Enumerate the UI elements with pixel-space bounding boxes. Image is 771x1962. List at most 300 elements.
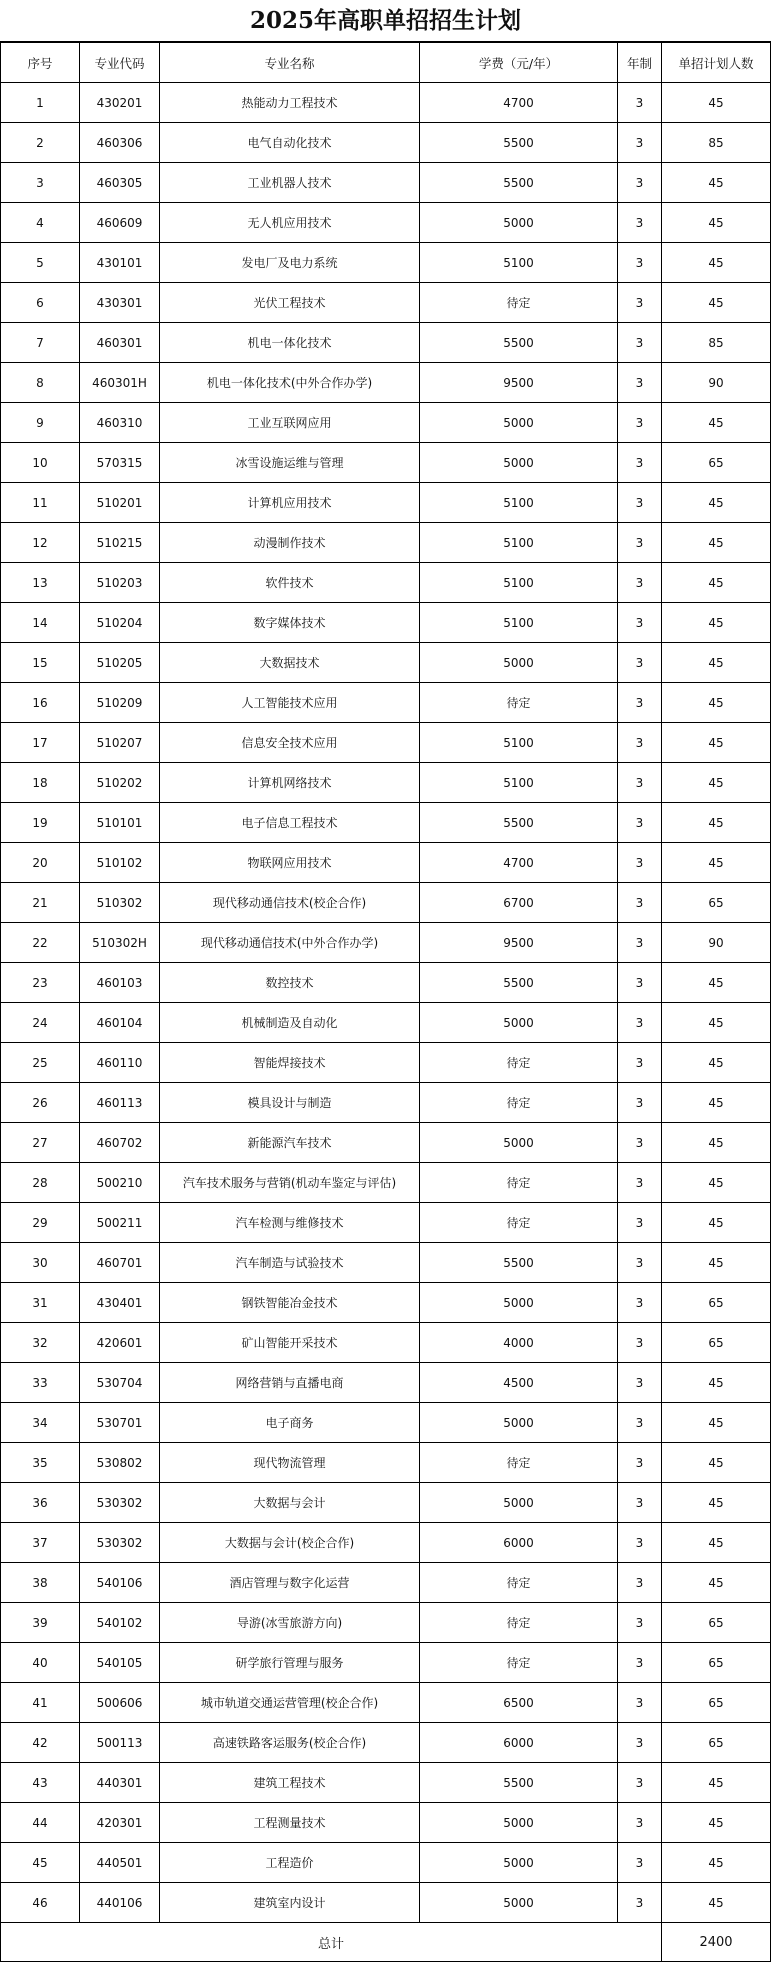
row-plan-count: 90 — [662, 363, 771, 403]
row-tuition: 4700 — [420, 83, 618, 123]
row-tuition: 4700 — [420, 843, 618, 883]
row-years: 3 — [618, 1523, 662, 1563]
row-plan-count: 85 — [662, 323, 771, 363]
row-major-code: 440501 — [80, 1843, 160, 1883]
row-major-code: 460701 — [80, 1243, 160, 1283]
table-row — [1, 163, 771, 203]
table-row — [1, 283, 771, 323]
row-index: 45 — [1, 1843, 80, 1883]
row-major-name: 智能焊接技术 — [160, 1043, 420, 1083]
row-years: 3 — [618, 1443, 662, 1483]
row-plan-count: 45 — [662, 1163, 771, 1203]
row-major-name: 机械制造及自动化 — [160, 1003, 420, 1043]
row-major-name: 现代移动通信技术(中外合作办学) — [160, 923, 420, 963]
row-major-name: 城市轨道交通运营管理(校企合作) — [160, 1683, 420, 1723]
row-plan-count: 45 — [662, 1563, 771, 1603]
row-major-code: 510101 — [80, 803, 160, 843]
total-label: 总计 — [1, 1923, 662, 1962]
row-years: 3 — [618, 803, 662, 843]
row-plan-count: 45 — [662, 683, 771, 723]
row-index: 38 — [1, 1563, 80, 1603]
row-tuition: 5000 — [420, 1123, 618, 1163]
row-index: 37 — [1, 1523, 80, 1563]
table-row — [1, 1203, 771, 1243]
table-row — [1, 1443, 771, 1483]
row-index: 36 — [1, 1483, 80, 1523]
row-years: 3 — [618, 323, 662, 363]
table-row — [1, 323, 771, 363]
row-years: 3 — [618, 1483, 662, 1523]
row-major-name: 计算机应用技术 — [160, 483, 420, 523]
row-major-name: 电子商务 — [160, 1403, 420, 1443]
row-tuition: 5000 — [420, 1843, 618, 1883]
row-major-name: 工业机器人技术 — [160, 163, 420, 203]
row-tuition: 6000 — [420, 1723, 618, 1763]
row-major-name: 发电厂及电力系统 — [160, 243, 420, 283]
row-major-name: 机电一体化技术(中外合作办学) — [160, 363, 420, 403]
table-row — [1, 1723, 771, 1763]
row-plan-count: 45 — [662, 1843, 771, 1883]
row-plan-count: 45 — [662, 1483, 771, 1523]
row-years: 3 — [618, 963, 662, 1003]
row-index: 40 — [1, 1643, 80, 1683]
row-index: 12 — [1, 523, 80, 563]
row-major-code: 510204 — [80, 603, 160, 643]
table-row — [1, 763, 771, 803]
row-plan-count: 45 — [662, 1003, 771, 1043]
row-major-name: 人工智能技术应用 — [160, 683, 420, 723]
row-major-code: 540102 — [80, 1603, 160, 1643]
row-years: 3 — [618, 363, 662, 403]
row-index: 1 — [1, 83, 80, 123]
row-major-name: 网络营销与直播电商 — [160, 1363, 420, 1403]
table-row — [1, 1363, 771, 1403]
row-major-name: 大数据技术 — [160, 643, 420, 683]
row-years: 3 — [618, 123, 662, 163]
row-plan-count: 45 — [662, 1243, 771, 1283]
row-plan-count: 45 — [662, 1523, 771, 1563]
row-index: 6 — [1, 283, 80, 323]
row-index: 34 — [1, 1403, 80, 1443]
header-major-name: 专业名称 — [160, 43, 420, 83]
row-tuition: 5500 — [420, 323, 618, 363]
header-plan-count: 单招计划人数 — [662, 43, 771, 83]
table-row — [1, 1043, 771, 1083]
table-row — [1, 923, 771, 963]
row-index: 16 — [1, 683, 80, 723]
row-major-name: 汽车检测与维修技术 — [160, 1203, 420, 1243]
header-major-code: 专业代码 — [80, 43, 160, 83]
row-plan-count: 45 — [662, 1403, 771, 1443]
row-plan-count: 45 — [662, 403, 771, 443]
row-plan-count: 45 — [662, 283, 771, 323]
table-row — [1, 803, 771, 843]
row-index: 5 — [1, 243, 80, 283]
row-major-code: 460113 — [80, 1083, 160, 1123]
row-plan-count: 45 — [662, 523, 771, 563]
row-plan-count: 45 — [662, 1883, 771, 1923]
row-major-code: 510203 — [80, 563, 160, 603]
table-row — [1, 1603, 771, 1643]
row-major-code: 510209 — [80, 683, 160, 723]
row-years: 3 — [618, 1203, 662, 1243]
row-years: 3 — [618, 1843, 662, 1883]
row-major-name: 工程造价 — [160, 1843, 420, 1883]
row-plan-count: 90 — [662, 923, 771, 963]
header-years: 年制 — [618, 43, 662, 83]
row-index: 28 — [1, 1163, 80, 1203]
table-row — [1, 1763, 771, 1803]
row-tuition: 5000 — [420, 643, 618, 683]
row-tuition: 4500 — [420, 1363, 618, 1403]
row-major-name: 数字媒体技术 — [160, 603, 420, 643]
row-index: 7 — [1, 323, 80, 363]
table-row — [1, 243, 771, 283]
row-plan-count: 65 — [662, 1683, 771, 1723]
row-major-code: 420301 — [80, 1803, 160, 1843]
row-tuition: 4000 — [420, 1323, 618, 1363]
row-index: 42 — [1, 1723, 80, 1763]
row-years: 3 — [618, 1323, 662, 1363]
row-index: 24 — [1, 1003, 80, 1043]
row-index: 25 — [1, 1043, 80, 1083]
row-index: 22 — [1, 923, 80, 963]
row-major-code: 440301 — [80, 1763, 160, 1803]
row-index: 20 — [1, 843, 80, 883]
table-row — [1, 1323, 771, 1363]
row-index: 26 — [1, 1083, 80, 1123]
row-major-name: 冰雪设施运维与管理 — [160, 443, 420, 483]
row-years: 3 — [618, 1803, 662, 1843]
table-row — [1, 403, 771, 443]
row-index: 27 — [1, 1123, 80, 1163]
row-major-code: 510302 — [80, 883, 160, 923]
table-row — [1, 883, 771, 923]
row-major-name: 钢铁智能冶金技术 — [160, 1283, 420, 1323]
row-major-name: 建筑室内设计 — [160, 1883, 420, 1923]
table-row — [1, 523, 771, 563]
row-major-name: 高速铁路客运服务(校企合作) — [160, 1723, 420, 1763]
row-major-name: 汽车技术服务与营销(机动车鉴定与评估) — [160, 1163, 420, 1203]
enrollment-plan-table — [0, 42, 771, 1962]
table-row — [1, 1643, 771, 1683]
row-major-code: 430401 — [80, 1283, 160, 1323]
table-row — [1, 1283, 771, 1323]
row-plan-count: 85 — [662, 123, 771, 163]
row-major-code: 530704 — [80, 1363, 160, 1403]
table-row — [1, 563, 771, 603]
row-tuition: 待定 — [420, 1603, 618, 1643]
row-tuition: 5100 — [420, 723, 618, 763]
table-row — [1, 643, 771, 683]
row-years: 3 — [618, 1163, 662, 1203]
row-major-name: 机电一体化技术 — [160, 323, 420, 363]
table-row — [1, 123, 771, 163]
row-years: 3 — [618, 83, 662, 123]
row-plan-count: 45 — [662, 483, 771, 523]
row-major-name: 模具设计与制造 — [160, 1083, 420, 1123]
row-major-name: 软件技术 — [160, 563, 420, 603]
row-tuition: 5000 — [420, 1483, 618, 1523]
row-index: 18 — [1, 763, 80, 803]
row-tuition: 5000 — [420, 403, 618, 443]
row-tuition: 待定 — [420, 1203, 618, 1243]
row-plan-count: 45 — [662, 203, 771, 243]
table-row — [1, 83, 771, 123]
table-row — [1, 603, 771, 643]
row-years: 3 — [618, 763, 662, 803]
table-row — [1, 443, 771, 483]
row-tuition: 待定 — [420, 1163, 618, 1203]
page-title: 2025年高职单招招生计划 — [0, 0, 771, 42]
row-years: 3 — [618, 923, 662, 963]
row-plan-count: 45 — [662, 763, 771, 803]
row-major-code: 460305 — [80, 163, 160, 203]
row-index: 44 — [1, 1803, 80, 1843]
row-plan-count: 45 — [662, 1083, 771, 1123]
row-years: 3 — [618, 483, 662, 523]
table-row — [1, 1843, 771, 1883]
row-plan-count: 45 — [662, 243, 771, 283]
row-tuition: 9500 — [420, 923, 618, 963]
row-plan-count: 65 — [662, 1283, 771, 1323]
row-tuition: 5100 — [420, 563, 618, 603]
row-tuition: 待定 — [420, 683, 618, 723]
total-value: 2400 — [662, 1923, 771, 1962]
row-major-name: 工程测量技术 — [160, 1803, 420, 1843]
row-index: 2 — [1, 123, 80, 163]
row-tuition: 6700 — [420, 883, 618, 923]
row-tuition: 5000 — [420, 1803, 618, 1843]
row-major-name: 电气自动化技术 — [160, 123, 420, 163]
row-tuition: 5100 — [420, 603, 618, 643]
row-plan-count: 65 — [662, 443, 771, 483]
row-major-name: 工业互联网应用 — [160, 403, 420, 443]
row-major-code: 510207 — [80, 723, 160, 763]
row-major-code: 530302 — [80, 1523, 160, 1563]
row-plan-count: 45 — [662, 963, 771, 1003]
row-years: 3 — [618, 283, 662, 323]
row-years: 3 — [618, 563, 662, 603]
row-major-name: 新能源汽车技术 — [160, 1123, 420, 1163]
row-plan-count: 45 — [662, 563, 771, 603]
total-row — [1, 1923, 771, 1962]
row-plan-count: 45 — [662, 1443, 771, 1483]
row-index: 9 — [1, 403, 80, 443]
row-major-name: 研学旅行管理与服务 — [160, 1643, 420, 1683]
table-row — [1, 1483, 771, 1523]
row-years: 3 — [618, 643, 662, 683]
row-tuition: 6000 — [420, 1523, 618, 1563]
row-major-name: 数控技术 — [160, 963, 420, 1003]
row-index: 15 — [1, 643, 80, 683]
table-row — [1, 1243, 771, 1283]
row-plan-count: 45 — [662, 643, 771, 683]
row-index: 21 — [1, 883, 80, 923]
row-years: 3 — [618, 403, 662, 443]
row-plan-count: 45 — [662, 1763, 771, 1803]
row-tuition: 待定 — [420, 283, 618, 323]
row-years: 3 — [618, 1643, 662, 1683]
row-major-name: 热能动力工程技术 — [160, 83, 420, 123]
row-tuition: 5500 — [420, 1243, 618, 1283]
table-row — [1, 1163, 771, 1203]
row-major-code: 460110 — [80, 1043, 160, 1083]
row-plan-count: 45 — [662, 83, 771, 123]
row-years: 3 — [618, 1123, 662, 1163]
row-plan-count: 45 — [662, 603, 771, 643]
row-tuition: 5500 — [420, 963, 618, 1003]
row-index: 30 — [1, 1243, 80, 1283]
table-row — [1, 723, 771, 763]
row-plan-count: 45 — [662, 1123, 771, 1163]
row-years: 3 — [618, 1403, 662, 1443]
row-years: 3 — [618, 1763, 662, 1803]
row-years: 3 — [618, 203, 662, 243]
row-tuition: 5500 — [420, 123, 618, 163]
row-years: 3 — [618, 1563, 662, 1603]
table-row — [1, 963, 771, 1003]
row-tuition: 5000 — [420, 203, 618, 243]
row-plan-count: 45 — [662, 1043, 771, 1083]
row-tuition: 5000 — [420, 1403, 618, 1443]
row-tuition: 5100 — [420, 523, 618, 563]
row-index: 31 — [1, 1283, 80, 1323]
table-row — [1, 1523, 771, 1563]
row-index: 17 — [1, 723, 80, 763]
row-major-code: 460104 — [80, 1003, 160, 1043]
row-major-code: 570315 — [80, 443, 160, 483]
row-plan-count: 45 — [662, 843, 771, 883]
table-body — [1, 83, 771, 1923]
row-tuition: 5000 — [420, 1883, 618, 1923]
row-major-code: 510102 — [80, 843, 160, 883]
row-years: 3 — [618, 1003, 662, 1043]
row-major-code: 460306 — [80, 123, 160, 163]
row-major-name: 大数据与会计 — [160, 1483, 420, 1523]
row-plan-count: 65 — [662, 1323, 771, 1363]
row-plan-count: 45 — [662, 1203, 771, 1243]
row-years: 3 — [618, 843, 662, 883]
table-header-row — [1, 43, 771, 83]
row-major-name: 大数据与会计(校企合作) — [160, 1523, 420, 1563]
row-index: 8 — [1, 363, 80, 403]
row-years: 3 — [618, 243, 662, 283]
row-years: 3 — [618, 1363, 662, 1403]
row-index: 35 — [1, 1443, 80, 1483]
row-index: 32 — [1, 1323, 80, 1363]
row-index: 33 — [1, 1363, 80, 1403]
row-major-code: 530802 — [80, 1443, 160, 1483]
header-tuition: 学费（元/年） — [420, 43, 618, 83]
table-row — [1, 1563, 771, 1603]
row-tuition: 6500 — [420, 1683, 618, 1723]
row-major-name: 无人机应用技术 — [160, 203, 420, 243]
row-plan-count: 45 — [662, 723, 771, 763]
row-major-name: 物联网应用技术 — [160, 843, 420, 883]
row-index: 39 — [1, 1603, 80, 1643]
row-plan-count: 45 — [662, 803, 771, 843]
row-plan-count: 45 — [662, 163, 771, 203]
row-plan-count: 65 — [662, 1603, 771, 1643]
row-years: 3 — [618, 443, 662, 483]
row-plan-count: 65 — [662, 1643, 771, 1683]
table-row — [1, 203, 771, 243]
table-row — [1, 1883, 771, 1923]
row-major-code: 510201 — [80, 483, 160, 523]
row-major-name: 矿山智能开采技术 — [160, 1323, 420, 1363]
row-tuition: 5100 — [420, 243, 618, 283]
header-index: 序号 — [1, 43, 80, 83]
row-index: 41 — [1, 1683, 80, 1723]
row-index: 43 — [1, 1763, 80, 1803]
row-major-name: 导游(冰雪旅游方向) — [160, 1603, 420, 1643]
row-years: 3 — [618, 1243, 662, 1283]
row-years: 3 — [618, 1043, 662, 1083]
row-plan-count: 65 — [662, 1723, 771, 1763]
row-major-name: 建筑工程技术 — [160, 1763, 420, 1803]
row-tuition: 5100 — [420, 763, 618, 803]
row-major-code: 500606 — [80, 1683, 160, 1723]
row-major-code: 510215 — [80, 523, 160, 563]
table-row — [1, 363, 771, 403]
row-index: 46 — [1, 1883, 80, 1923]
row-years: 3 — [618, 1723, 662, 1763]
row-major-code: 460310 — [80, 403, 160, 443]
row-index: 11 — [1, 483, 80, 523]
table-row — [1, 1003, 771, 1043]
row-index: 14 — [1, 603, 80, 643]
row-plan-count: 65 — [662, 883, 771, 923]
row-major-name: 动漫制作技术 — [160, 523, 420, 563]
row-plan-count: 45 — [662, 1803, 771, 1843]
row-major-code: 510205 — [80, 643, 160, 683]
row-tuition: 待定 — [420, 1643, 618, 1683]
row-tuition: 5000 — [420, 443, 618, 483]
row-major-code: 420601 — [80, 1323, 160, 1363]
row-years: 3 — [618, 603, 662, 643]
row-tuition: 5500 — [420, 163, 618, 203]
row-major-code: 430301 — [80, 283, 160, 323]
row-major-code: 460301 — [80, 323, 160, 363]
table-row — [1, 843, 771, 883]
table-row — [1, 1803, 771, 1843]
row-major-name: 现代物流管理 — [160, 1443, 420, 1483]
row-major-code: 440106 — [80, 1883, 160, 1923]
row-major-code: 460609 — [80, 203, 160, 243]
row-major-code: 500113 — [80, 1723, 160, 1763]
row-years: 3 — [618, 883, 662, 923]
row-major-code: 460103 — [80, 963, 160, 1003]
row-tuition: 待定 — [420, 1083, 618, 1123]
table-row — [1, 1123, 771, 1163]
row-index: 13 — [1, 563, 80, 603]
row-years: 3 — [618, 1883, 662, 1923]
row-major-code: 430101 — [80, 243, 160, 283]
row-years: 3 — [618, 723, 662, 763]
row-major-name: 现代移动通信技术(校企合作) — [160, 883, 420, 923]
row-tuition: 5000 — [420, 1003, 618, 1043]
row-tuition: 9500 — [420, 363, 618, 403]
row-years: 3 — [618, 1283, 662, 1323]
table-row — [1, 1083, 771, 1123]
row-major-code: 500211 — [80, 1203, 160, 1243]
row-major-name: 汽车制造与试验技术 — [160, 1243, 420, 1283]
row-index: 3 — [1, 163, 80, 203]
row-major-code: 540105 — [80, 1643, 160, 1683]
row-major-code: 500210 — [80, 1163, 160, 1203]
row-major-code: 460702 — [80, 1123, 160, 1163]
